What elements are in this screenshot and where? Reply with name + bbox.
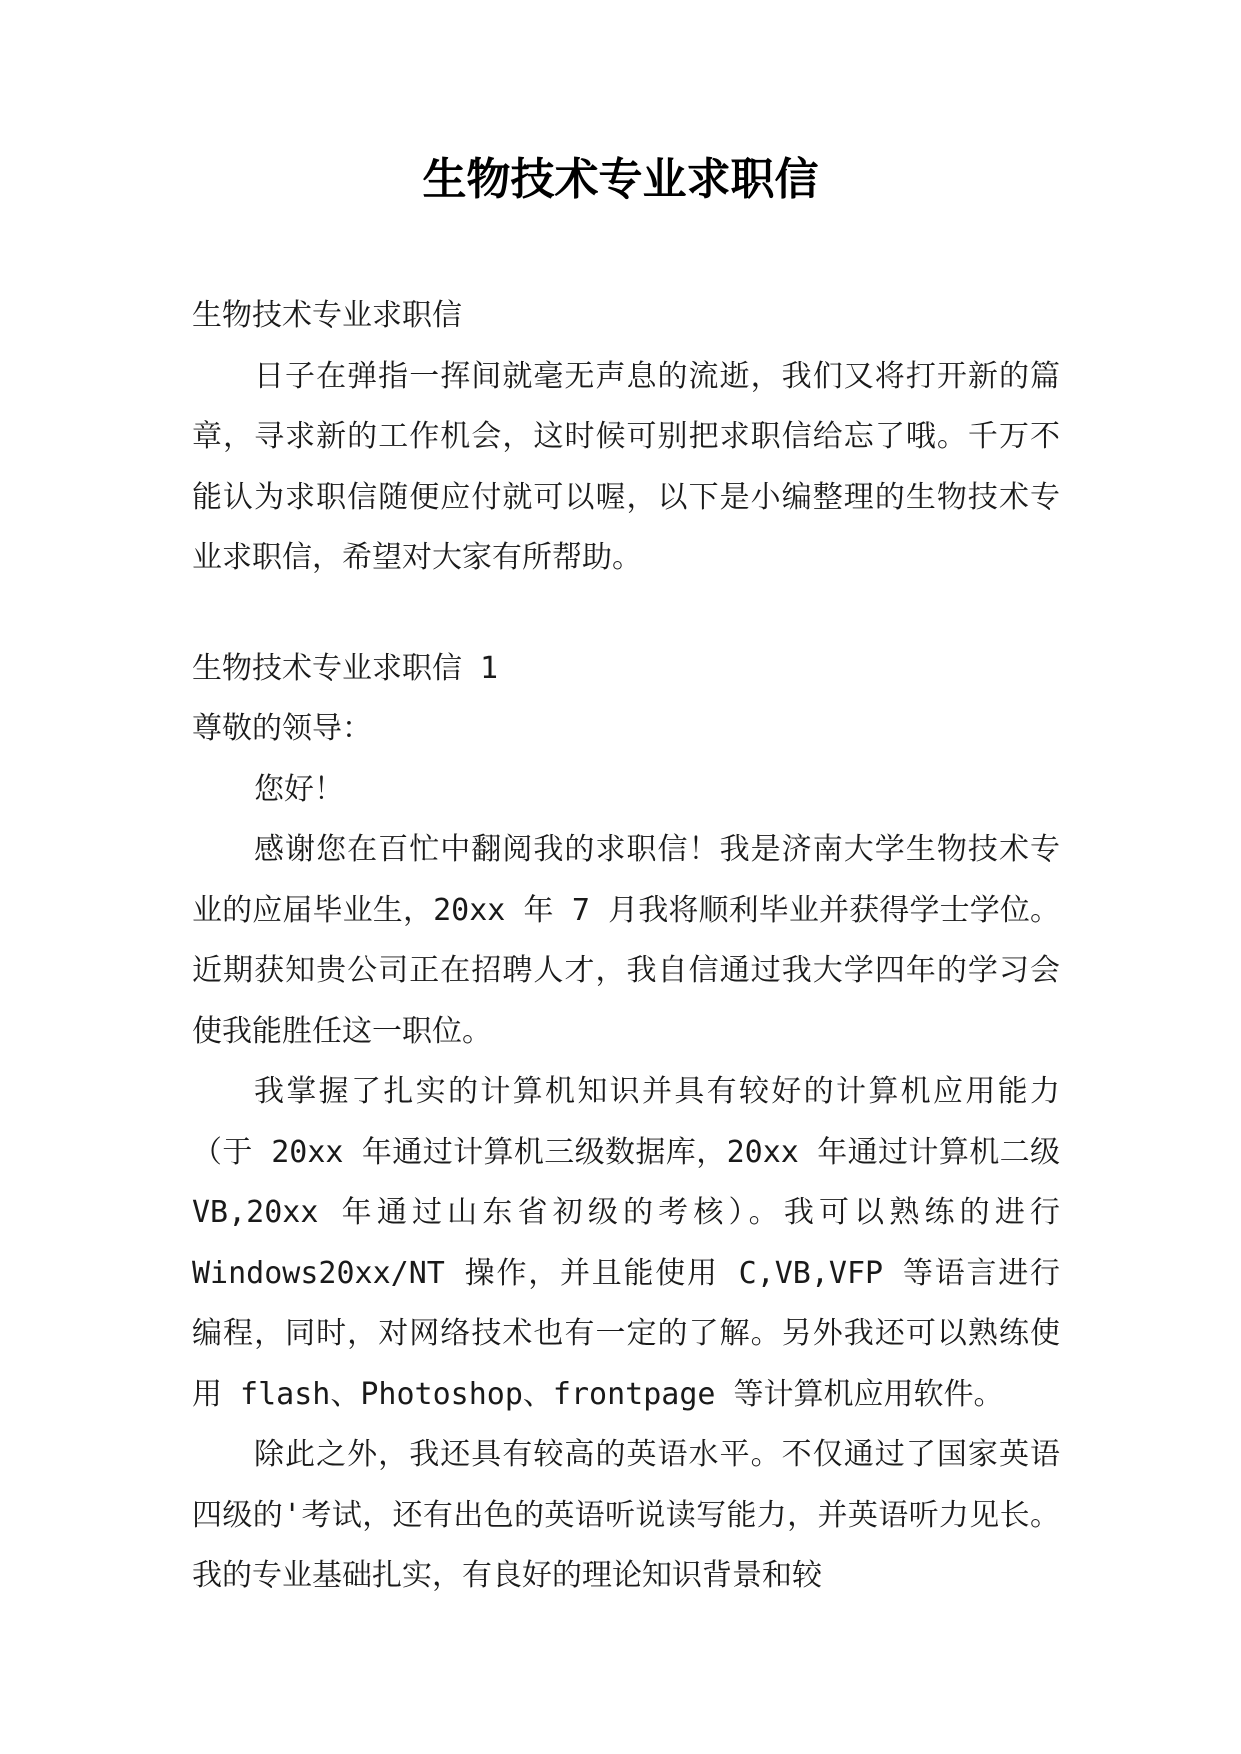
subtitle: 生物技术专业求职信 xyxy=(192,298,462,333)
greeting: 您好！ xyxy=(254,771,344,807)
section-spacer xyxy=(192,589,1060,639)
body-paragraph: 除此之外，我还具有较高的英语水平。不仅通过了国家英语四级的'考试，还有出色的英语听说读写能力，并英语听力见长。我的专业基础扎实，有良好的理论知识背景和较 xyxy=(192,1437,1060,1593)
salutation: 尊敬的领导： xyxy=(192,711,372,746)
document-body xyxy=(192,286,1060,1607)
body-paragraph: 我掌握了扎实的计算机知识并具有较好的计算机应用能力（于 20xx 年通过计算机三级数据库，20xx 年通过计算机二级 VB,20xx 年通过山东省初级的考核）。我可以熟练的进行 Windows20xx/NT 操作，并且能使用 C,VB,VFP 等语言进行编程，同时，对网络技术也有一定的了解。另外我还可以熟练使用 flash、Photoshop、frontpage 等计算机应用软件。 xyxy=(192,1074,1060,1412)
intro-paragraph: 日子在弹指一挥间就毫无声息的流逝，我们又将打开新的篇章，寻求新的工作机会，这时候可别把求职信给忘了哦。千万不能认为求职信随便应付就可以喔，以下是小编整理的生物技术专业求职信，希望对大家有所帮助。 xyxy=(192,358,1060,575)
section-heading: 生物技术专业求职信 1 xyxy=(192,650,499,686)
document-title: 生物技术专业求职信 xyxy=(422,154,819,205)
body-paragraph: 感谢您在百忙中翻阅我的求职信！我是济南大学生物技术专业的应届毕业生，20xx 年 7 月我将顺利毕业并获得学士学位。近期获知贵公司正在招聘人才，我自信通过我大学四年的学习会使我能胜任这一职位。 xyxy=(192,832,1060,1049)
